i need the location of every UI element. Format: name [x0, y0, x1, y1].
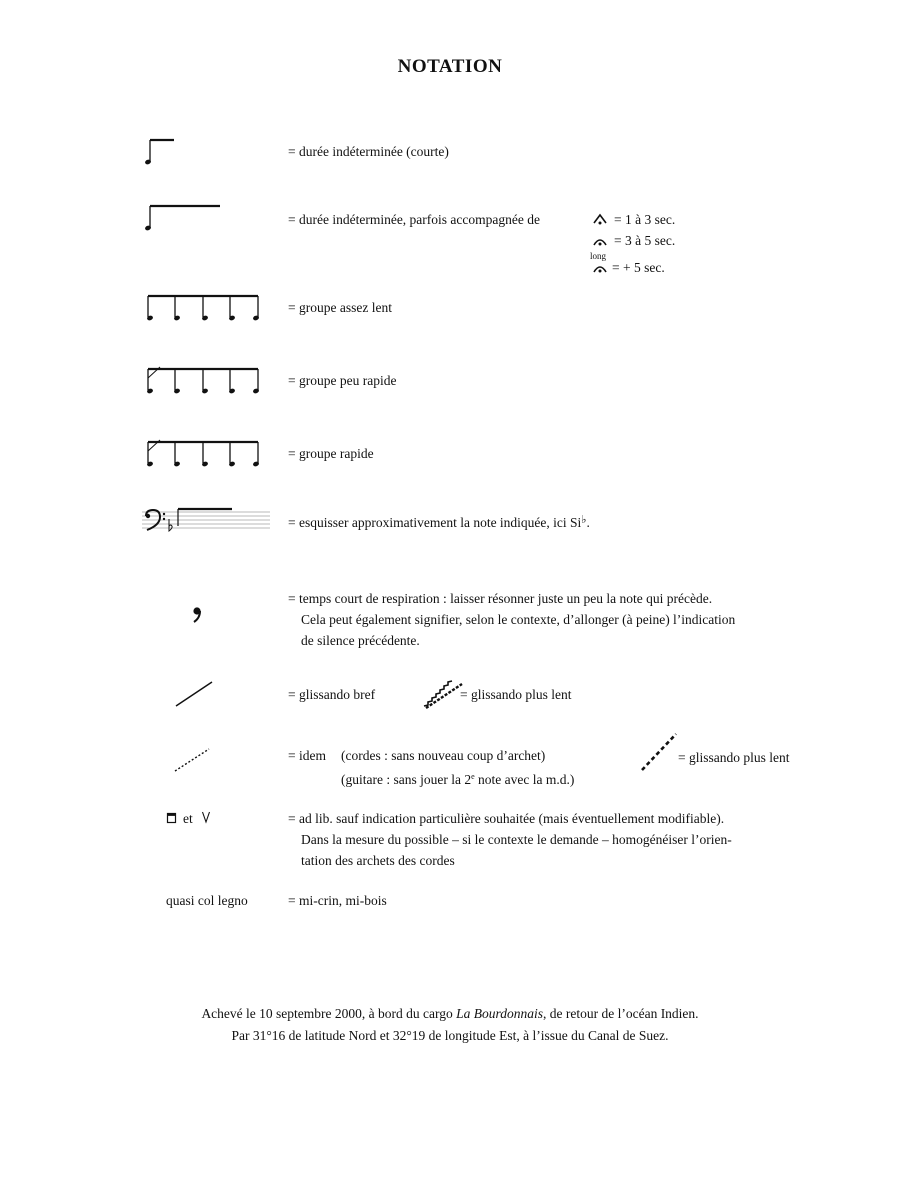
ship-name: La Bourdonnais: [456, 1006, 543, 1021]
footer-line-1: [0, 1003, 900, 1025]
long-duration-text: = durée indéterminée, parfois accompagnée de: [288, 212, 540, 227]
long-duration-note-symbol: [140, 202, 230, 234]
fast-group-text: = groupe rapide: [288, 446, 374, 461]
glissando-dotted-icon: [172, 746, 212, 774]
fermata-round-icon: [592, 234, 608, 248]
glissando-wavy-icon: [422, 680, 464, 710]
sketch-note-label: = esquisser approximativement la note indiquée, ici Si: [288, 515, 582, 530]
breath-line-2: Cela peut également signifier, selon le contexte, d’allonger (à peine) l’indication: [301, 612, 736, 627]
bow-et-text: et: [183, 811, 193, 826]
idem-guitar-sup: e: [471, 772, 475, 781]
fermata-3-text: = + 5 sec.: [612, 260, 665, 275]
down-bow-icon: [166, 812, 178, 824]
idem-guitar-post: note avec la m.d.): [474, 772, 575, 787]
footer-line-2: Par 31°16 de latitude Nord et 32°19 de longitude Est, à l’issue du Canal de Suez.: [231, 1028, 669, 1043]
short-duration-note-symbol: [140, 136, 180, 168]
fermata-long-label: long: [590, 251, 607, 261]
page-title: NOTATION: [397, 56, 503, 77]
fairly-fast-group-notes-symbol: [140, 365, 266, 397]
sketch-note-text: = esquisser approximativement la note indiquée, ici Si♭.: [288, 514, 590, 530]
glissando-slow-text-2: = glissando plus lent: [678, 750, 790, 765]
col-legno-definition: = mi-crin, mi-bois: [288, 893, 387, 908]
glissando-short-text: = glissando bref: [288, 687, 376, 702]
short-duration-text: = durée indéterminée (courte): [288, 144, 449, 159]
breath-line-3: de silence précédente.: [301, 633, 420, 648]
breath-line-1: = temps court de respiration : laisser résonner juste un peu la note qui précède.: [288, 591, 713, 606]
fast-group-notes-symbol: [140, 438, 266, 470]
slow-group-text: = groupe assez lent: [288, 300, 392, 315]
fairly-fast-group-text: = groupe peu rapide: [288, 373, 397, 388]
flat-sign: ♭: [581, 514, 587, 526]
bass-clef-staff-symbol: [140, 506, 272, 536]
bow-line-2: Dans la mesure du possible – si le contexte le demande – homogénéiser l’orien-: [301, 832, 732, 847]
fermata-1-text: = 1 à 3 sec.: [614, 212, 676, 227]
fermata-angular-icon: [592, 212, 608, 226]
bow-line-1: = ad lib. sauf indication particulière souhaitée (mais éventuellement modifiable).: [288, 811, 725, 826]
col-legno-term: quasi col legno: [166, 893, 248, 908]
up-bow-icon: [201, 811, 211, 824]
footer-line-1-pre: Achevé le 10 septembre 2000, à bord du cargo: [201, 1006, 457, 1021]
idem-guitar-text: [341, 766, 574, 790]
slow-group-notes-symbol: [140, 292, 266, 324]
glissando-short-icon: [172, 678, 216, 710]
glissando-slow-text: = glissando plus lent: [460, 687, 572, 702]
bow-line-3: tation des archets des cordes: [301, 853, 455, 868]
fermata-long-icon: [592, 261, 608, 275]
idem-guitar-pre: (guitare : sans jouer la 2: [341, 772, 472, 787]
glissando-dotted-slow-icon: [638, 730, 680, 774]
idem-label: = idem: [288, 748, 326, 763]
fermata-2-text: = 3 à 5 sec.: [614, 233, 676, 248]
breath-comma-icon: [190, 605, 204, 625]
footer-line-1-post: , de retour de l’océan Indien.: [543, 1006, 699, 1021]
idem-strings-text: (cordes : sans nouveau coup d’archet): [341, 748, 546, 763]
